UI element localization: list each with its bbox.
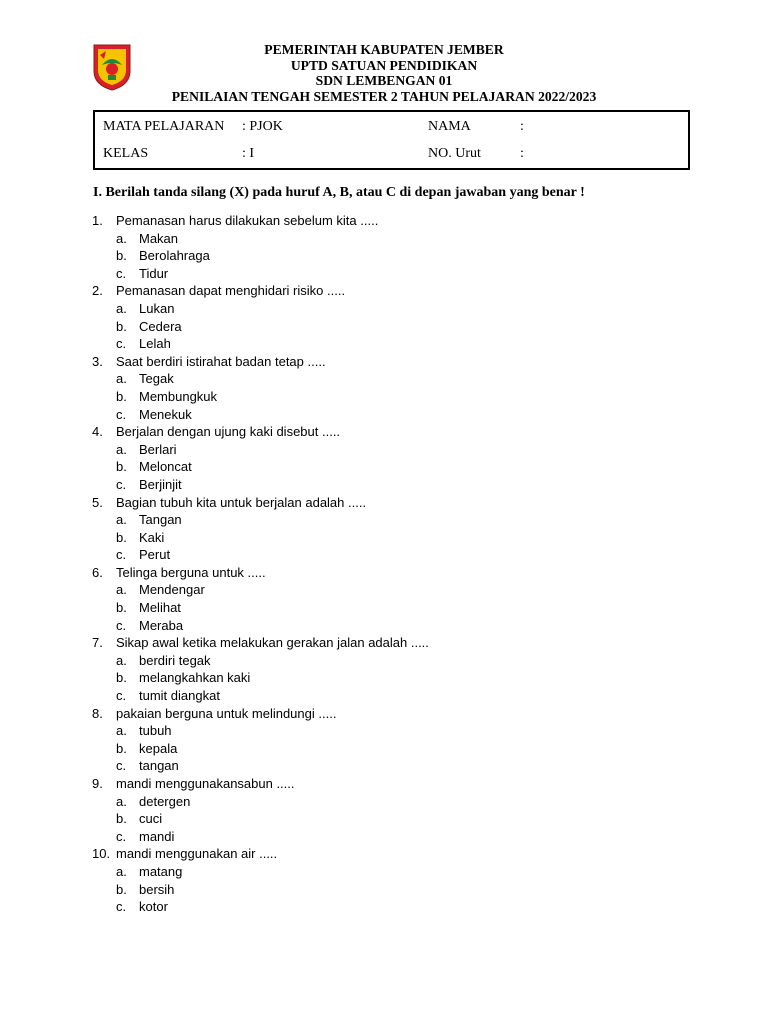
option-text: kotor <box>139 899 168 915</box>
option-letter[interactable]: c. <box>116 336 127 352</box>
subject-label: MATA PELAJARAN <box>103 119 225 134</box>
option-text: detergen <box>139 793 191 809</box>
header-school: SDN LEMBENGAN 01 <box>315 73 453 88</box>
option-letter[interactable]: b. <box>116 529 127 545</box>
option-text: Tegak <box>139 371 174 387</box>
option-letter[interactable]: a. <box>116 723 127 739</box>
student-info-box <box>93 110 690 170</box>
option-text: Kaki <box>139 529 165 545</box>
question-text: Sikap awal ketika melakukan gerakan jalan adalah ..... <box>116 635 429 651</box>
option-text: Lukan <box>139 300 175 316</box>
answer-option[interactable] <box>92 828 692 846</box>
question-number: 1. <box>92 213 103 228</box>
name-label: NAMA <box>428 119 471 134</box>
option-letter[interactable]: c. <box>116 828 127 844</box>
answer-option[interactable] <box>92 863 692 881</box>
answer-option[interactable] <box>92 740 692 758</box>
question-text: pakaian berguna untuk melindungi ..... <box>116 705 337 721</box>
answer-option[interactable] <box>92 881 692 899</box>
option-letter[interactable]: a. <box>116 652 127 668</box>
question-text: mandi menggunakansabun ..... <box>116 776 295 791</box>
subject-value: : PJOK <box>242 119 283 134</box>
option-letter[interactable]: b. <box>116 740 127 756</box>
class-value: : I <box>242 146 255 161</box>
option-text: Mendengar <box>139 582 205 598</box>
option-letter[interactable]: c. <box>116 758 127 774</box>
option-letter[interactable]: a. <box>116 300 127 316</box>
answer-option[interactable] <box>92 265 692 283</box>
option-text: Berolahraga <box>139 248 210 264</box>
answer-option[interactable] <box>92 230 692 248</box>
question-item <box>92 845 692 863</box>
question-item <box>92 212 692 230</box>
option-text: kepala <box>139 740 178 756</box>
answer-option[interactable] <box>92 318 692 336</box>
answer-option[interactable] <box>92 511 692 529</box>
question-number: 3. <box>92 353 103 369</box>
answer-option[interactable] <box>92 793 692 811</box>
header-unit: UPTD SATUAN PENDIDIKAN <box>290 57 478 73</box>
option-letter[interactable]: b. <box>116 248 127 264</box>
question-number: 4. <box>92 424 103 440</box>
answer-option[interactable] <box>92 669 692 687</box>
option-text: Berjinjit <box>139 476 182 492</box>
option-text: tangan <box>139 758 179 774</box>
option-text: cuci <box>139 811 163 827</box>
question-item <box>92 705 692 723</box>
answer-option[interactable] <box>92 388 692 406</box>
option-text: Perut <box>139 547 171 563</box>
option-letter[interactable]: a. <box>116 793 127 809</box>
option-letter[interactable]: a. <box>116 441 127 457</box>
option-letter[interactable]: a. <box>116 512 127 528</box>
option-text: Tidur <box>139 265 169 281</box>
option-letter[interactable]: b. <box>116 600 127 616</box>
option-letter[interactable]: a. <box>116 230 127 246</box>
question-list <box>92 212 692 916</box>
answer-option[interactable] <box>92 458 692 476</box>
question-text: Bagian tubuh kita untuk berjalan adalah ..... <box>116 494 367 510</box>
option-letter[interactable]: b. <box>116 388 127 404</box>
answer-option[interactable] <box>92 652 692 670</box>
answer-option[interactable] <box>92 247 692 265</box>
question-text: Pemanasan harus dilakukan sebelum kita ..... <box>116 213 379 228</box>
question-item <box>92 423 692 441</box>
question-number: 10. <box>92 846 111 862</box>
option-letter[interactable]: a. <box>116 863 127 879</box>
option-letter[interactable]: b. <box>116 811 127 827</box>
regency-emblem-icon <box>92 43 132 91</box>
question-item <box>92 775 692 793</box>
option-text: melangkahkan kaki <box>139 670 251 686</box>
answer-option[interactable] <box>92 617 692 635</box>
question-number: 8. <box>92 705 103 721</box>
question-text: Telinga berguna untuk ..... <box>116 564 266 580</box>
option-text: Lelah <box>139 336 171 352</box>
question-text: Berjalan dengan ujung kaki disebut ..... <box>116 424 341 440</box>
option-text: Menekuk <box>139 406 192 422</box>
question-number: 5. <box>92 494 103 510</box>
option-letter[interactable]: b. <box>116 670 127 686</box>
option-letter[interactable]: c. <box>116 617 127 633</box>
class-label: KELAS <box>103 146 149 161</box>
option-letter[interactable]: c. <box>116 476 127 492</box>
option-text: matang <box>139 863 183 879</box>
question-number: 6. <box>92 564 103 580</box>
answer-option[interactable] <box>92 687 692 705</box>
answer-option[interactable] <box>92 529 692 547</box>
header-government: PEMERINTAH KABUPATEN JEMBER <box>264 42 504 57</box>
option-text: tumit diangkat <box>139 688 220 704</box>
answer-option[interactable] <box>92 441 692 459</box>
question-number: 2. <box>92 283 103 299</box>
name-field[interactable]: : <box>520 119 524 134</box>
question-text: mandi menggunakan air ..... <box>116 846 278 862</box>
option-letter[interactable]: c. <box>116 406 127 422</box>
answer-option[interactable] <box>92 810 692 828</box>
question-text: Saat berdiri istirahat badan tetap ..... <box>116 353 326 369</box>
question-item <box>92 634 692 652</box>
option-text: bersih <box>139 881 175 897</box>
option-text: Makan <box>139 230 179 246</box>
answer-option[interactable] <box>92 335 692 353</box>
question-item <box>92 494 692 512</box>
option-text: Meraba <box>139 617 184 633</box>
option-text: Membungkuk <box>139 388 218 404</box>
option-letter[interactable]: c. <box>116 265 127 281</box>
number-field[interactable]: : <box>520 146 524 161</box>
answer-option[interactable] <box>92 757 692 775</box>
question-number: 7. <box>92 635 103 651</box>
answer-option[interactable] <box>92 370 692 388</box>
option-letter[interactable]: a. <box>116 582 127 598</box>
question-text: Pemanasan dapat menghidari risiko ..... <box>116 283 346 299</box>
option-letter[interactable]: b. <box>116 318 127 334</box>
option-letter[interactable]: c. <box>116 688 127 704</box>
option-letter[interactable]: b. <box>116 881 127 897</box>
option-text: Cedera <box>139 318 182 334</box>
option-text: berdiri tegak <box>139 652 211 668</box>
answer-option[interactable] <box>92 476 692 494</box>
question-item <box>92 282 692 300</box>
answer-option[interactable] <box>92 722 692 740</box>
number-label: NO. Urut <box>428 146 481 161</box>
option-text: tubuh <box>139 723 172 739</box>
document-header <box>140 42 628 104</box>
instruction-text: I. Berilah tanda silang (X) pada huruf A, B, atau C di depan jawaban yang benar ! <box>93 185 585 200</box>
question-item <box>92 353 692 371</box>
answer-option[interactable] <box>92 546 692 564</box>
option-letter[interactable]: a. <box>116 371 127 387</box>
option-text: Berlari <box>139 441 177 457</box>
answer-option[interactable] <box>92 599 692 617</box>
question-item <box>92 564 692 582</box>
option-text: Melihat <box>139 600 181 616</box>
option-letter[interactable]: c. <box>116 899 127 915</box>
answer-option[interactable] <box>92 898 692 916</box>
answer-option[interactable] <box>92 406 692 424</box>
question-number: 9. <box>92 776 103 791</box>
option-letter[interactable]: b. <box>116 459 127 475</box>
header-exam-title: PENILAIAN TENGAH SEMESTER 2 TAHUN PELAJARAN 2022/2023 <box>171 88 597 104</box>
answer-option[interactable] <box>92 581 692 599</box>
option-text: Meloncat <box>139 459 192 475</box>
option-letter[interactable]: c. <box>116 547 127 563</box>
option-text: mandi <box>139 828 175 844</box>
answer-option[interactable] <box>92 300 692 318</box>
option-text: Tangan <box>139 512 182 528</box>
